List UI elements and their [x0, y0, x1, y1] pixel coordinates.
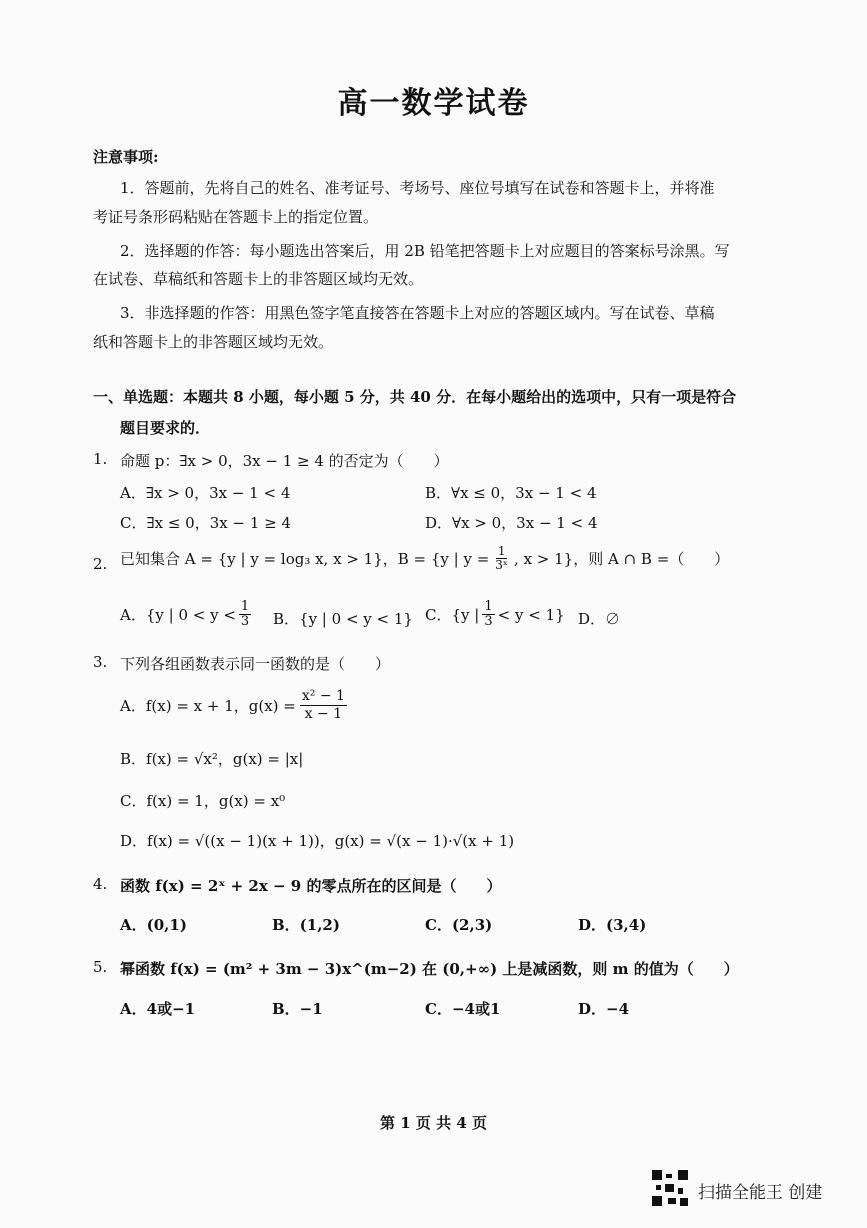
notice-line: 3．非选择题的作答：用黑色签字笔直接答在答题卡上对应的答题区域内。写在试卷、草稿	[120, 304, 715, 322]
option-d: D．∅	[578, 610, 621, 628]
stem-text: , x > 1}，则 A ∩ B =（ ）	[514, 550, 730, 568]
option-text: C．{y |	[425, 606, 480, 624]
question-number: 1.	[93, 450, 108, 468]
page-title: 高一数学试卷	[337, 86, 530, 121]
notice-line: 2．选择题的作答：每小题选出答案后，用 2B 铅笔把答题卡上对应题目的答案标号涂黑。写	[120, 242, 730, 260]
notice-line: 考证号条形码粘贴在答题卡上的指定位置。	[93, 208, 379, 226]
fraction-numerator: 1	[497, 544, 506, 558]
fraction-denominator: x − 1	[304, 706, 343, 722]
notice-line: 1．答题前，先将自己的姓名、准考证号、考场号、座位号填写在试卷和答题卡上，并将准	[120, 179, 715, 197]
question-stem: 函数 f(x) = 2ˣ + 2x − 9 的零点所在的区间是（ ）	[120, 877, 502, 895]
stem-text: 已知集合 A = {y | y = log₃ x, x > 1}，B = {y | y =	[120, 550, 490, 568]
option-b: B．{y | 0 < y < 1}	[273, 610, 413, 628]
option-b: B．−1	[272, 1000, 323, 1018]
fraction-numerator: x² − 1	[301, 688, 345, 704]
option-b: B．(1,2)	[272, 916, 340, 934]
section-heading: 一、单选题：本题共 8 小题，每小题 5 分，共 40 分．在每小题给出的选项中，只有一项是符合	[93, 388, 737, 406]
option-b: B．f(x) = √x²，g(x) = |x|	[120, 750, 304, 768]
option-a: A．∃x > 0，3x − 1 < 4	[120, 484, 291, 502]
fraction-numerator: 1	[240, 599, 250, 614]
fraction	[300, 688, 347, 723]
option-a	[120, 600, 254, 629]
question-stem: 命题 p：∃x > 0，3x − 1 ≥ 4 的否定为（ ）	[120, 452, 449, 470]
notice-line: 纸和答题卡上的非答题区域均无效。	[93, 333, 334, 351]
fraction	[239, 600, 251, 629]
fraction	[493, 545, 510, 572]
page-footer: 第 1 页 共 4 页	[380, 1114, 487, 1132]
option-c	[425, 600, 565, 629]
fraction-denominator: 3ˣ	[495, 558, 509, 572]
question-stem	[120, 545, 729, 572]
option-d: D．(3,4)	[578, 916, 647, 934]
option-a: A．4或−1	[120, 1000, 196, 1018]
fraction-denominator: 3	[240, 614, 250, 629]
option-text: < y < 1}	[497, 605, 565, 624]
fraction	[482, 600, 494, 629]
notice-line: 在试卷、草稿纸和答题卡上的非答题区域均无效。	[93, 270, 424, 288]
qr-code-icon	[652, 1170, 688, 1206]
question-number: 4.	[93, 875, 108, 893]
option-d: D．−4	[578, 1000, 630, 1018]
option-c: C．(2,3)	[425, 916, 493, 934]
section-heading-cont: 题目要求的．	[120, 419, 211, 437]
option-a	[120, 688, 347, 723]
fraction-numerator: 1	[484, 599, 493, 614]
option-a: A．(0,1)	[120, 916, 187, 934]
question-stem: 幂函数 f(x) = (m² + 3m − 3)x^(m−2) 在 (0,+∞) 上是减函数，则 m 的值为（ ）	[120, 960, 739, 978]
question-stem: 下列各组函数表示同一函数的是（ ）	[120, 655, 391, 673]
option-d: D．∀x > 0，3x − 1 < 4	[425, 514, 598, 532]
option-c: C．∃x ≤ 0，3x − 1 ≥ 4	[120, 514, 292, 532]
option-text: A．f(x) = x + 1，g(x) =	[120, 697, 296, 715]
watermark-text: 扫描全能王 创建	[698, 1183, 823, 1203]
option-c: C．f(x) = 1，g(x) = x⁰	[120, 792, 286, 810]
question-number: 5.	[93, 958, 108, 976]
question-number: 2.	[93, 555, 108, 573]
option-text: A．{y | 0 < y <	[120, 606, 236, 624]
notice-heading: 注意事项:	[93, 148, 159, 166]
option-c: C．−4或1	[425, 1000, 501, 1018]
fraction-denominator: 3	[484, 614, 493, 629]
option-d: D．f(x) = √((x − 1)(x + 1))，g(x) = √(x − 1)·√(x + 1)	[120, 832, 515, 850]
option-b: B．∀x ≤ 0，3x − 1 < 4	[425, 484, 597, 502]
question-number: 3.	[93, 653, 108, 671]
